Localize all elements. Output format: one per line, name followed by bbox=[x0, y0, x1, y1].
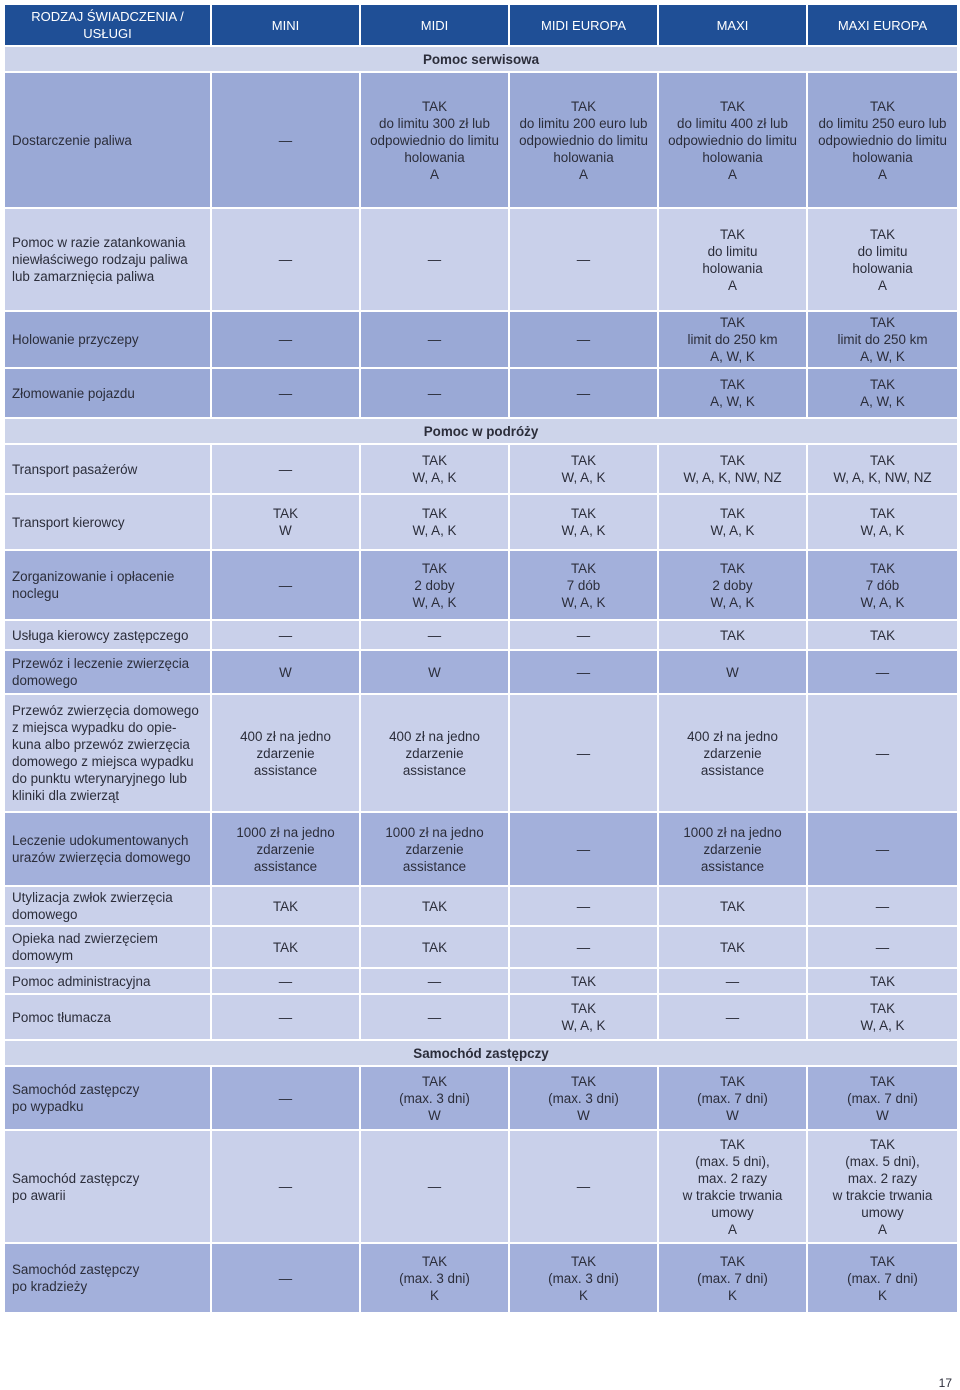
header-mini: MINI bbox=[211, 4, 360, 46]
table-cell: TAK do limitu 400 zł lub odpowiednio do limitu holowania A bbox=[658, 72, 807, 208]
table-cell: — bbox=[509, 694, 658, 812]
table-cell: W bbox=[360, 650, 509, 694]
page-number: 17 bbox=[938, 1376, 952, 1390]
table-cell: TAK bbox=[360, 886, 509, 926]
table-cell: TAK (max. 5 dni), max. 2 razy w trakcie trwania umowy A bbox=[658, 1130, 807, 1243]
table-cell: — bbox=[211, 208, 360, 311]
table-row bbox=[4, 494, 958, 550]
table-cell: — bbox=[509, 926, 658, 968]
row-label: Samochód zastępczy po kradzieży bbox=[4, 1243, 211, 1313]
table-body bbox=[4, 46, 958, 1313]
section-header bbox=[4, 418, 958, 444]
table-cell: TAK 2 doby W, A, K bbox=[658, 550, 807, 620]
table-row bbox=[4, 1130, 958, 1243]
section-title: Pomoc w podróży bbox=[4, 418, 958, 444]
table-cell: TAK bbox=[658, 926, 807, 968]
table-cell: TAK W, A, K bbox=[509, 994, 658, 1040]
table-row bbox=[4, 1243, 958, 1313]
row-label: Usługa kierowcy zastępczego bbox=[4, 620, 211, 650]
row-label: Transport kierowcy bbox=[4, 494, 211, 550]
table-cell: — bbox=[360, 620, 509, 650]
row-label: Transport pasażerów bbox=[4, 444, 211, 494]
table-cell: TAK W, A, K bbox=[509, 494, 658, 550]
table-cell: TAK do limitu holowania A bbox=[658, 208, 807, 311]
table-cell: — bbox=[211, 620, 360, 650]
table-cell: — bbox=[658, 968, 807, 994]
row-label: Zorganizowanie i opłacenie noclegu bbox=[4, 550, 211, 620]
table-cell: — bbox=[509, 812, 658, 886]
row-label: Pomoc tłumacza bbox=[4, 994, 211, 1040]
table-cell: 1000 zł na jedno zdarzenie assistance bbox=[211, 812, 360, 886]
row-label: Holowanie przyczepy bbox=[4, 311, 211, 368]
table-cell: TAK W, A, K bbox=[360, 444, 509, 494]
row-label: Przewóz zwierzęcia domowego z miejsca wypadku do opie- kuna albo przewóz zwierzęcia domowego z miejsca wypadku do punktu wterynaryjnego lub kliniki dla zwierząt bbox=[4, 694, 211, 812]
table-cell: TAK bbox=[807, 620, 958, 650]
table-cell: TAK A, W, K bbox=[658, 368, 807, 418]
table-cell: TAK W, A, K, NW, NZ bbox=[658, 444, 807, 494]
table-cell: 400 zł na jedno zdarzenie assistance bbox=[658, 694, 807, 812]
table-row bbox=[4, 208, 958, 311]
table-cell: — bbox=[211, 994, 360, 1040]
table-cell: TAK (max. 7 dni) K bbox=[807, 1243, 958, 1313]
table-cell: — bbox=[211, 444, 360, 494]
table-row bbox=[4, 994, 958, 1040]
table-cell: TAK do limitu 200 euro lub odpowiednio do limitu holowania A bbox=[509, 72, 658, 208]
table-cell: — bbox=[211, 311, 360, 368]
table-cell: — bbox=[807, 694, 958, 812]
table-cell: — bbox=[211, 1130, 360, 1243]
table-cell: — bbox=[509, 368, 658, 418]
table-cell: — bbox=[509, 620, 658, 650]
table-cell: TAK do limitu holowania A bbox=[807, 208, 958, 311]
table-row bbox=[4, 311, 958, 368]
header-maxi: MAXI bbox=[658, 4, 807, 46]
table-cell: 400 zł na jedno zdarzenie assistance bbox=[360, 694, 509, 812]
table-cell: — bbox=[509, 311, 658, 368]
benefits-table bbox=[4, 4, 958, 1313]
table-cell: — bbox=[211, 368, 360, 418]
table-row bbox=[4, 650, 958, 694]
header-service: RODZAJ ŚWIADCZENIA / USŁUGI bbox=[4, 4, 211, 46]
table-row bbox=[4, 1066, 958, 1130]
table-row bbox=[4, 886, 958, 926]
header-midi: MIDI bbox=[360, 4, 509, 46]
table-cell: TAK (max. 7 dni) W bbox=[658, 1066, 807, 1130]
table-cell: TAK (max. 3 dni) W bbox=[509, 1066, 658, 1130]
table-cell: TAK bbox=[509, 968, 658, 994]
table-cell: TAK bbox=[807, 968, 958, 994]
section-header bbox=[4, 1040, 958, 1066]
header-row bbox=[4, 4, 958, 46]
table-cell: 400 zł na jedno zdarzenie assistance bbox=[211, 694, 360, 812]
table-cell: TAK (max. 7 dni) W bbox=[807, 1066, 958, 1130]
table-cell: — bbox=[807, 812, 958, 886]
table-cell: TAK W, A, K bbox=[807, 494, 958, 550]
section-header bbox=[4, 46, 958, 72]
row-label: Pomoc w razie zatankowania niewłaściwego rodzaju paliwa lub zamarznięcia paliwa bbox=[4, 208, 211, 311]
row-label: Opieka nad zwierzęciem domowym bbox=[4, 926, 211, 968]
table-row bbox=[4, 812, 958, 886]
table-cell: W bbox=[211, 650, 360, 694]
table-cell: TAK W bbox=[211, 494, 360, 550]
table-cell: — bbox=[509, 650, 658, 694]
table-row bbox=[4, 926, 958, 968]
table-cell: TAK limit do 250 km A, W, K bbox=[807, 311, 958, 368]
table-cell: — bbox=[658, 994, 807, 1040]
row-label: Utylizacja zwłok zwierzęcia domowego bbox=[4, 886, 211, 926]
table-cell: — bbox=[360, 368, 509, 418]
row-label: Samochód zastępczy po awarii bbox=[4, 1130, 211, 1243]
table-row bbox=[4, 72, 958, 208]
table-cell: — bbox=[211, 1243, 360, 1313]
table-cell: TAK A, W, K bbox=[807, 368, 958, 418]
row-label: Złomowanie pojazdu bbox=[4, 368, 211, 418]
table-cell: 1000 zł na jedno zdarzenie assistance bbox=[658, 812, 807, 886]
table-cell: — bbox=[807, 650, 958, 694]
row-label: Leczenie udokumentowanych urazów zwierzęcia domowego bbox=[4, 812, 211, 886]
table-cell: — bbox=[211, 550, 360, 620]
table-cell: W bbox=[658, 650, 807, 694]
table-cell: 1000 zł na jedno zdarzenie assistance bbox=[360, 812, 509, 886]
table-row bbox=[4, 444, 958, 494]
table-cell: TAK bbox=[360, 926, 509, 968]
table-cell: TAK (max. 7 dni) K bbox=[658, 1243, 807, 1313]
table-cell: — bbox=[807, 886, 958, 926]
table-cell: — bbox=[360, 968, 509, 994]
table-cell: — bbox=[360, 208, 509, 311]
table-row bbox=[4, 968, 958, 994]
table-cell: — bbox=[509, 208, 658, 311]
table-cell: — bbox=[360, 994, 509, 1040]
table-cell: — bbox=[807, 926, 958, 968]
table-cell: TAK limit do 250 km A, W, K bbox=[658, 311, 807, 368]
table-cell: — bbox=[211, 72, 360, 208]
section-title: Pomoc serwisowa bbox=[4, 46, 958, 72]
table-cell: TAK bbox=[658, 620, 807, 650]
row-label: Dostarczenie paliwa bbox=[4, 72, 211, 208]
row-label: Samochód zastępczy po wypadku bbox=[4, 1066, 211, 1130]
table-cell: — bbox=[509, 886, 658, 926]
header-midi-europa: MIDI EUROPA bbox=[509, 4, 658, 46]
table-cell: TAK W, A, K bbox=[360, 494, 509, 550]
table-cell: TAK W, A, K bbox=[658, 494, 807, 550]
table-cell: TAK W, A, K, NW, NZ bbox=[807, 444, 958, 494]
table-cell: TAK (max. 3 dni) K bbox=[509, 1243, 658, 1313]
table-cell: TAK 7 dób W, A, K bbox=[509, 550, 658, 620]
table-cell: — bbox=[211, 1066, 360, 1130]
table-cell: — bbox=[360, 311, 509, 368]
table-cell: TAK W, A, K bbox=[509, 444, 658, 494]
table-row bbox=[4, 368, 958, 418]
table-cell: TAK do limitu 250 euro lub odpowiednio do limitu holowania A bbox=[807, 72, 958, 208]
table-cell: TAK W, A, K bbox=[807, 994, 958, 1040]
table-row bbox=[4, 550, 958, 620]
table-cell: TAK (max. 5 dni), max. 2 razy w trakcie trwania umowy A bbox=[807, 1130, 958, 1243]
table-cell: TAK 7 dób W, A, K bbox=[807, 550, 958, 620]
table-cell: — bbox=[509, 1130, 658, 1243]
table-cell: TAK do limitu 300 zł lub odpowiednio do limitu holowania A bbox=[360, 72, 509, 208]
table-row bbox=[4, 620, 958, 650]
table-cell: TAK (max. 3 dni) W bbox=[360, 1066, 509, 1130]
table-cell: TAK bbox=[658, 886, 807, 926]
table-cell: — bbox=[211, 968, 360, 994]
table-cell: TAK 2 doby W, A, K bbox=[360, 550, 509, 620]
table-cell: TAK (max. 3 dni) K bbox=[360, 1243, 509, 1313]
table-cell: TAK bbox=[211, 886, 360, 926]
table-cell: TAK bbox=[211, 926, 360, 968]
row-label: Pomoc administracyjna bbox=[4, 968, 211, 994]
row-label: Przewóz i leczenie zwierzęcia domowego bbox=[4, 650, 211, 694]
table-row bbox=[4, 694, 958, 812]
section-title: Samochód zastępczy bbox=[4, 1040, 958, 1066]
header-maxi-europa: MAXI EUROPA bbox=[807, 4, 958, 46]
table-cell: — bbox=[360, 1130, 509, 1243]
